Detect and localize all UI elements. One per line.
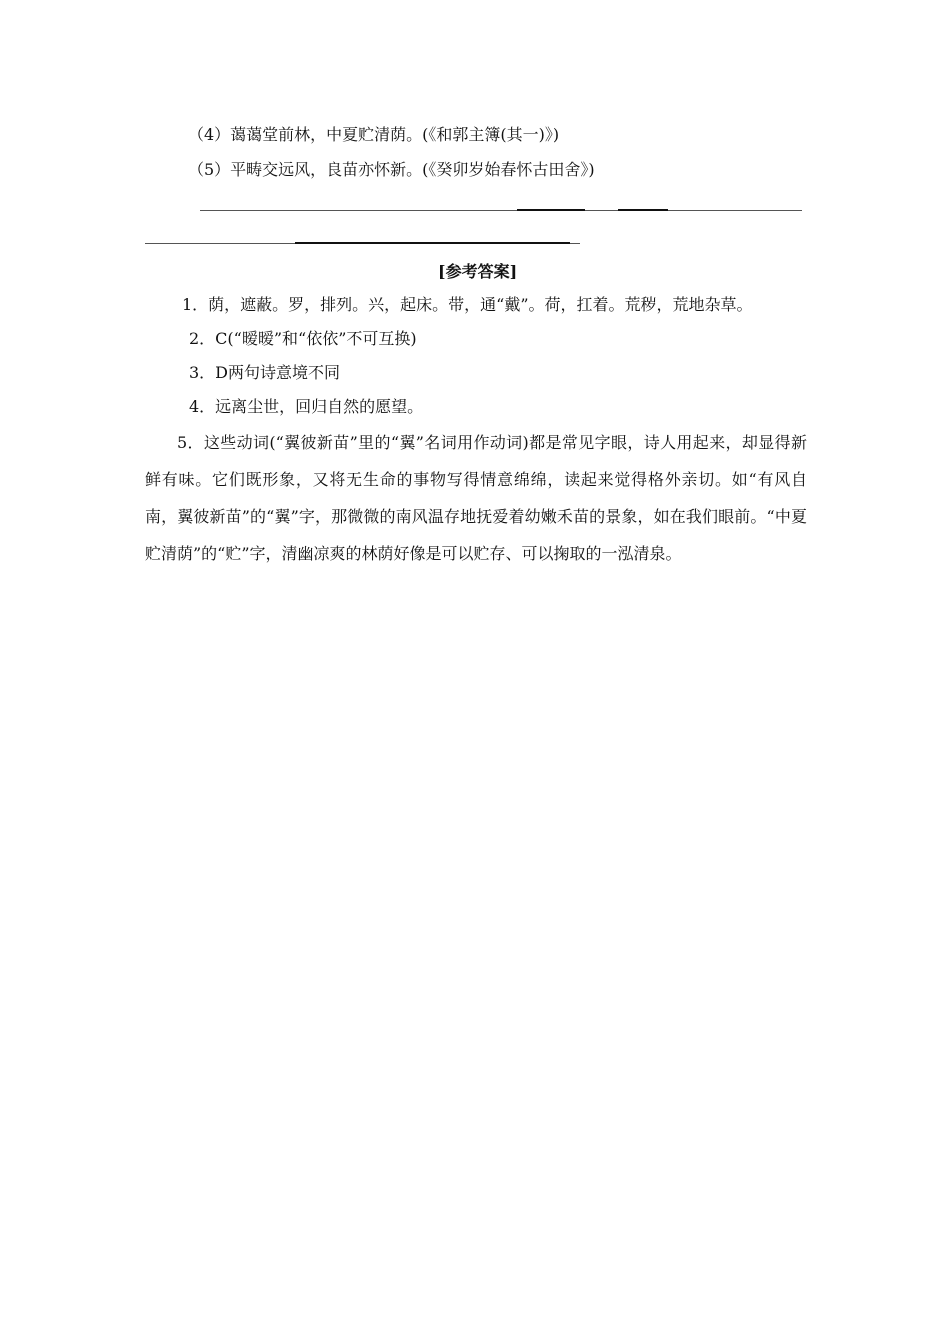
answer-item-3: 3．D两句诗意境不同 (189, 363, 341, 382)
answer-blank-rule-1-accent-a (517, 209, 585, 211)
answers-title: [参考答案] (438, 262, 518, 281)
poem-line-4: （4）蔼蔼堂前林，中夏贮清荫。(《和郭主簿(其一)》) (188, 125, 560, 144)
answer-blank-rule-2-accent (295, 242, 570, 244)
answer-item-2: 2．C(“暧暧”和“依依”不可互换) (189, 329, 417, 348)
answer-item-5: 5．这些动词(“翼彼新苗”里的“翼”名词用作动词)都是常见字眼，诗人用起来，却显得新鲜有味。它们既形象，又将无生命的事物写得情意绵绵，读起来觉得格外亲切。如“有风自南，翼彼新苗”的“翼”字，那微微的南风温存地抚爱着幼嫩禾苗的景象，如在我们眼前。“中夏贮清荫”的“贮”字，清幽凉爽的林荫好像是可以贮存、可以掬取的一泓清泉。 (145, 433, 807, 563)
answer-blank-rule-1-accent-b (618, 209, 668, 211)
poem-line-5: （5）平畴交远风，良苗亦怀新。(《癸卯岁始春怀古田舍》) (188, 160, 595, 179)
answer-item-1: 1．荫，遮蔽。罗，排列。兴，起床。带，通“戴”。荷，扛着。荒秽，荒地杂草。 (182, 295, 753, 314)
answer-blank-rule-1 (200, 210, 802, 211)
answer-item-4: 4．远离尘世，回归自然的愿望。 (189, 397, 424, 416)
